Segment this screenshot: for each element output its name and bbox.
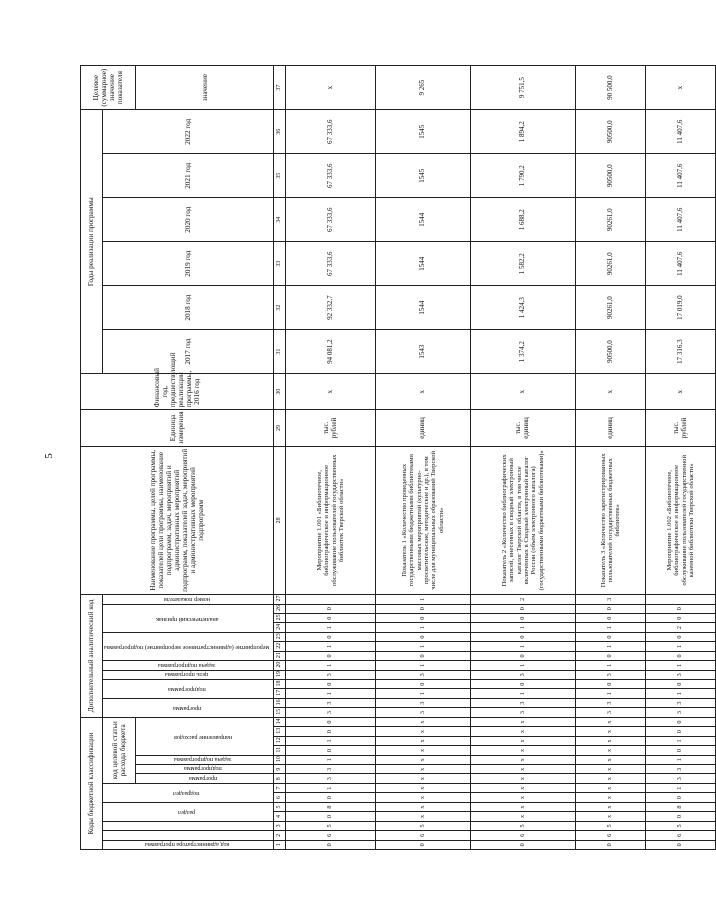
table-row [286,66,376,850]
code-digit: 1 [376,661,471,670]
code-digit: 0 [576,613,646,622]
row-unit: единиц [576,410,646,446]
index-cell: 6 [274,793,286,802]
table-row [576,66,646,850]
code-digit: 1 [646,736,716,745]
index-cell: 18 [274,680,286,689]
expense-direction-header-text: направление расходов [174,733,233,741]
subprogram-code-header [136,765,274,774]
row-year-value: 1 894,2 [471,110,576,154]
code-digit: х [471,746,576,755]
code-digit: х [576,717,646,727]
code-digit: 3 [376,698,471,707]
index-cell: 34 [274,198,286,242]
code-digit: 1 [576,623,646,632]
a-program-header [103,698,274,717]
code-digit: 0 [376,604,471,613]
code-digit: 0 [286,680,376,689]
budget-codes-header: Коды бюджетной классификации [81,717,103,849]
index-cell: 8 [274,774,286,783]
fin-year-header: Финансовый год, предшествующий реализации программы, 2016 год [81,374,274,410]
code-digit: 1 [646,783,716,792]
a-indicator-no-header [103,595,274,605]
code-digit: 0 [286,613,376,622]
code-digit [286,595,376,605]
code-digit: х [471,774,576,783]
index-cell: 13 [274,727,286,736]
code-digit: х [576,802,646,811]
row-year-value: 11 407,6 [646,242,716,286]
a-goal-header-text: цель программы [165,671,209,679]
code-digit: 1 [286,755,376,764]
index-cell: 2 [274,831,286,840]
code-digit: х [376,765,471,774]
code-digit: 1 [286,642,376,651]
code-digit: 3 [576,698,646,707]
code-digit: х [471,793,576,802]
index-cell: 35 [274,154,286,198]
a-task-header-text: задача подпрограммы [157,661,216,669]
code-digit: 5 [286,821,376,830]
row-base-year: х [576,374,646,410]
code-digit: 1 [576,642,646,651]
table-row [376,66,471,850]
row-year-value: 94 081,2 [286,330,376,374]
index-cell: 3 [274,821,286,830]
program-code-header-text: программа [189,774,218,782]
code-digit: х [576,746,646,755]
row-target-value: 9 265 [376,66,471,110]
code-digit: х [376,783,471,792]
code-digit: 3 [576,670,646,679]
code-digit: х [576,765,646,774]
code-digit: 6 [576,831,646,840]
code-digit: 8 [646,802,716,811]
index-cell: 5 [274,802,286,811]
target-article-header: код целевой статьи расхода бюджета [103,717,136,783]
row-year-value: 1 790,2 [471,154,576,198]
code-digit: 6 [376,831,471,840]
row-base-year: х [646,374,716,410]
code-digit: х [471,783,576,792]
index-cell: 29 [274,410,286,446]
row-year-value: 1544 [376,198,471,242]
code-digit: х [576,793,646,802]
index-cell: 32 [274,286,286,330]
code-digit: 0 [286,746,376,755]
index-cell: 15 [274,708,286,717]
code-digit: х [471,727,576,736]
a-indicator-no-header-text: номер показателя [163,595,210,603]
a-event-header [103,632,274,660]
code-digit: 3 [646,765,716,774]
section-header [103,802,274,821]
code-digit: 1 [471,623,576,632]
code-digit: 6 [646,831,716,840]
code-digit: 0 [646,680,716,689]
name-column-header: Наименование программы, целей программы, показателей цели программы, наименование подпрограмм, задач, мероприятий и административных мероприятий подпрограмм, показателей задач, мероприятий и административных мероприятий подпрограмм [81,446,274,594]
row-year-value: 67 333,6 [286,242,376,286]
index-cell: 24 [274,623,286,632]
index-cell: 10 [274,755,286,764]
a-program-header-text: программа [172,705,201,713]
index-cell: 17 [274,689,286,698]
code-digit: х [576,736,646,745]
index-cell: 9 [274,765,286,774]
code-digit: х [576,783,646,792]
code-digit: 0 [286,651,376,660]
code-digit: 6 [286,831,376,840]
code-digit: 0 [646,840,716,849]
a-subprogram-header-text: подпрограмма [167,686,206,694]
code-digit: 0 [286,727,376,736]
code-digit: 3 [646,708,716,717]
code-digit: 3 [376,670,471,679]
code-digit: х [376,755,471,764]
row-year-value: 1545 [376,154,471,198]
code-digit: х [376,727,471,736]
row-base-year: х [471,374,576,410]
task-subprogram-header-text: задача подпрограммы [174,756,232,764]
row-unit: тыс. единиц [471,410,576,446]
code-digit: 3 [471,670,576,679]
row-name: Показатель 3 «Количество зарегистрированных пользователей государственных бюджетных библиотек» [576,446,646,594]
a-analytical-header-text: аналитический признак [155,615,218,623]
code-digit: 0 [286,840,376,849]
code-digit: 3 [286,670,376,679]
admin-code-header-3 [103,821,274,830]
code-digit: х [471,812,576,821]
code-digit: 0 [646,727,716,736]
code-digit: 3 [286,698,376,707]
code-digit: 8 [286,802,376,811]
admin-code-header [103,840,274,849]
row-name: Показатель 1 «Количество проведенных государственными бюджетными библиотеками массовых мероприятий (культурно-просветительские, методические и др.), в том числе для муниципальных образований Тверской области» [376,446,471,594]
page-number: 5 [42,453,55,459]
row-base-year: х [286,374,376,410]
index-cell: 12 [274,736,286,745]
code-digit: 1 [286,661,376,670]
code-digit: 1 [286,783,376,792]
row-year-value: 1544 [376,286,471,330]
index-cell: 20 [274,661,286,670]
row-year-value: 11 407,6 [646,198,716,242]
code-digit: 0 [646,651,716,660]
table-row [646,66,716,850]
subsection-header-text: подраздел [173,790,200,798]
code-digit: 0 [576,680,646,689]
row-year-value: 67 333,6 [286,110,376,154]
index-cell: 30 [274,374,286,410]
row-target-value: х [286,66,376,110]
index-cell: 22 [274,642,286,651]
a-subprogram-header [103,680,274,699]
row-name: Мероприятие 1.001 «Библиотечное, библиографическое и информационное обслуживание пользователей государственных библиотек Тверской области» [286,446,376,594]
code-digit: 1 [471,661,576,670]
code-digit: 1 [376,595,471,605]
a-event-header-text: мероприятие (административное мероприятие) подпрограммы [104,643,270,651]
code-digit: 0 [286,632,376,641]
row-year-value: 11 407,6 [646,154,716,198]
row-year-value: 67 333,6 [286,198,376,242]
code-digit: 3 [646,774,716,783]
code-digit: 3 [646,670,716,679]
year-header-5: 2021 год [103,154,274,198]
row-year-value: 92 332,7 [286,286,376,330]
index-cell: 33 [274,242,286,286]
code-digit: 1 [376,623,471,632]
year-header-4: 2020 год [103,198,274,242]
code-digit: х [471,717,576,727]
code-digit: 0 [286,717,376,727]
code-digit: 0 [471,680,576,689]
row-year-value: 1545 [376,110,471,154]
code-digit: 3 [576,708,646,717]
row-year-value: 90261,0 [576,286,646,330]
row-year-value: 90500,0 [576,154,646,198]
code-digit: х [376,717,471,727]
index-cell: 28 [274,446,286,594]
code-digit: 0 [376,613,471,622]
code-digit: 0 [286,812,376,821]
code-digit: 0 [471,613,576,622]
code-digit: 5 [646,821,716,830]
table-row [471,66,576,850]
code-digit [646,595,716,605]
a-task-header [103,661,274,670]
row-year-value: 1 688,2 [471,198,576,242]
code-digit: 5 [471,821,576,830]
a-analytical-header [103,604,274,632]
code-digit: 5 [576,821,646,830]
code-digit: 0 [471,632,576,641]
code-digit: 3 [286,708,376,717]
index-cell: 11 [274,746,286,755]
index-cell: 7 [274,783,286,792]
code-digit: х [376,793,471,802]
row-year-value: 67 333,6 [286,154,376,198]
row-year-value: 90500,0 [576,110,646,154]
code-digit: х [376,774,471,783]
value-header: значение [136,66,274,110]
code-digit: х [576,755,646,764]
code-digit: 3 [576,595,646,605]
years-group-header: Годы реализации программы [81,110,103,374]
index-cell: 36 [274,110,286,154]
code-digit: 0 [646,632,716,641]
index-cell: 25 [274,613,286,622]
code-digit: 5 [376,821,471,830]
row-year-value: 1 582,2 [471,242,576,286]
code-digit: х [471,755,576,764]
row-target-value: 90 500,0 [576,66,646,110]
row-unit: тыс. рублей [646,410,716,446]
admin-code-header-2 [103,831,274,840]
code-digit: 0 [471,604,576,613]
code-digit: 1 [286,623,376,632]
code-digit: 6 [471,831,576,840]
index-cell: 16 [274,698,286,707]
code-digit: 2 [471,595,576,605]
code-digit: 1 [471,642,576,651]
code-digit: 1 [576,661,646,670]
code-digit: 1 [376,642,471,651]
code-digit: 0 [576,632,646,641]
code-digit: 0 [646,746,716,755]
row-target-value: х [646,66,716,110]
year-header-6: 2022 год [103,110,274,154]
index-cell: 14 [274,717,286,727]
row-year-value: 1543 [376,330,471,374]
subsection-header [103,783,274,802]
code-digit: 0 [376,632,471,641]
code-digit: 1 [376,689,471,698]
row-year-value: 17 316,3 [646,330,716,374]
row-base-year: х [376,374,471,410]
admin-code-header-text: код администратора программы [144,841,229,848]
index-cell: 27 [274,595,286,605]
code-digit: 0 [646,793,716,802]
program-code-header [136,774,274,783]
index-cell: 19 [274,670,286,679]
section-header-text: раздел [178,809,196,817]
code-digit: 1 [576,689,646,698]
code-digit: х [576,774,646,783]
index-cell: 21 [274,651,286,660]
code-digit: 1 [286,689,376,698]
code-digit: 0 [576,840,646,849]
code-digit: 1 [471,689,576,698]
code-digit: 0 [576,604,646,613]
code-digit: х [376,746,471,755]
code-digit: 0 [646,812,716,821]
row-year-value: 1 374,2 [471,330,576,374]
code-digit: 0 [376,840,471,849]
code-digit: 0 [286,604,376,613]
year-header-2: 2018 год [103,286,274,330]
index-cell: 1 [274,840,286,849]
index-cell: 31 [274,330,286,374]
code-digit: 1 [646,689,716,698]
code-digit: 0 [376,651,471,660]
code-digit: 3 [286,765,376,774]
code-digit: х [376,802,471,811]
code-digit: 0 [646,604,716,613]
code-digit: 1 [646,661,716,670]
row-year-value: 90500,0 [576,330,646,374]
row-year-value: 90261,0 [576,242,646,286]
year-header-3: 2019 год [103,242,274,286]
code-digit: 3 [646,698,716,707]
unit-header: Единица измерения [81,410,274,446]
row-name: Мероприятие 1.002 «Библиотечное, библиографическое и информационное обслуживание пользователей государственной казенной библиотеки Тверской области» [646,446,716,594]
code-digit: 1 [646,755,716,764]
code-digit: 0 [576,651,646,660]
index-cell: 26 [274,604,286,613]
index-cell: 37 [274,66,286,110]
index-cell: 4 [274,812,286,821]
a-goal-header [103,670,274,679]
code-digit: 0 [646,717,716,727]
target-value-header: Целевое (суммарное) значение показателя [81,66,136,110]
row-unit: тыс. рублей [286,410,376,446]
code-digit: 3 [471,708,576,717]
row-year-value: 1 424,3 [471,286,576,330]
code-digit: х [471,765,576,774]
code-digit: х [471,802,576,811]
row-unit: единиц [376,410,471,446]
row-name: Показатель 2 «Количество библиографических записей, внесенных в сводный электронный каталог Тверской области, в том числе включенных в Сводный электронный каталог России (объем электронного каталога) (государственными бюджетными библиотеками)» [471,446,576,594]
row-year-value: 17 019,0 [646,286,716,330]
code-digit: 3 [471,698,576,707]
code-digit: х [376,736,471,745]
code-digit: 2 [646,623,716,632]
code-digit: х [376,812,471,821]
code-digit: х [576,812,646,821]
code-digit: 1 [286,736,376,745]
code-digit: х [471,736,576,745]
code-digit: 0 [646,613,716,622]
additional-code-header: Дополнительный аналитический код [81,595,103,718]
code-digit: 1 [646,642,716,651]
code-digit: х [576,727,646,736]
program-table [80,65,716,850]
code-digit: 0 [286,793,376,802]
code-digit: 3 [286,774,376,783]
code-digit: 0 [471,840,576,849]
row-year-value: 11 407,6 [646,110,716,154]
rotated-table-sheet [80,65,695,850]
year-header-1: 2017 год [103,330,274,374]
code-digit: 0 [471,651,576,660]
row-year-value: 1544 [376,242,471,286]
subprogram-code-header-text: подпрограмма [184,765,223,773]
code-digit: 0 [376,680,471,689]
row-year-value: 90261,0 [576,198,646,242]
index-cell: 23 [274,632,286,641]
expense-direction-header [136,717,274,755]
row-target-value: 9 751,5 [471,66,576,110]
code-digit: 3 [376,708,471,717]
